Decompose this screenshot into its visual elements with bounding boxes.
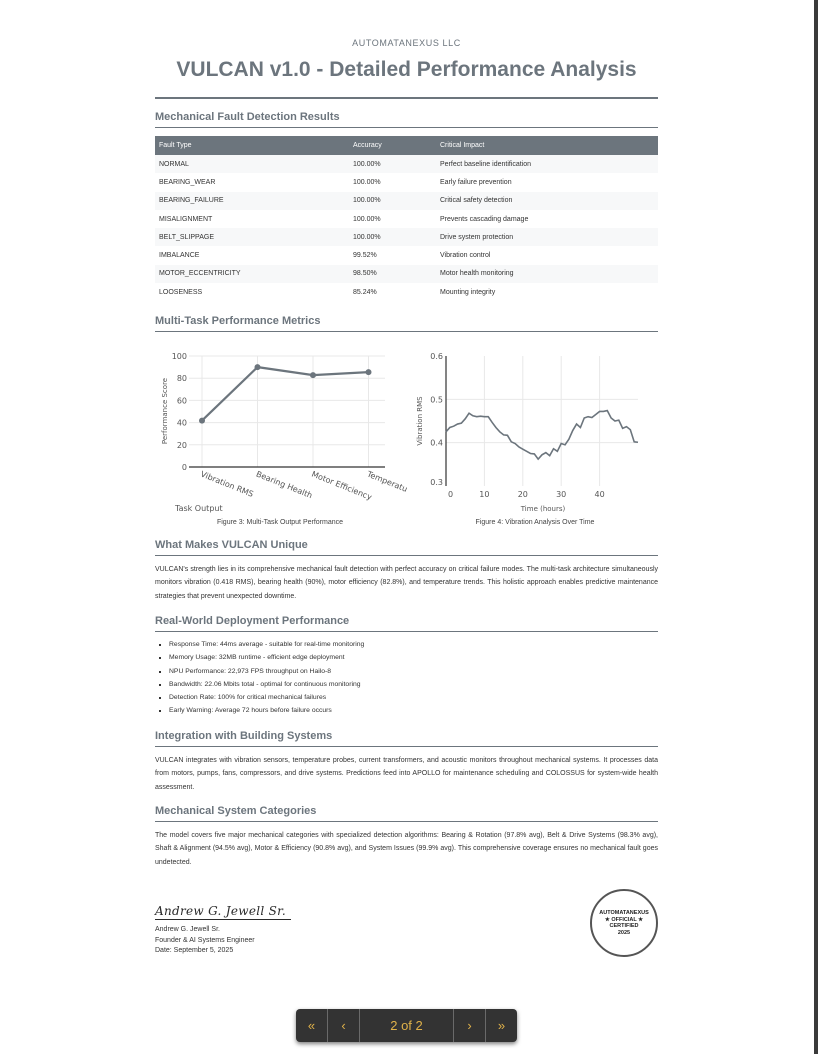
chevron-left-icon: ‹ [341, 1018, 346, 1033]
cell-accuracy: 100.00% [349, 192, 436, 210]
table-row [155, 246, 658, 264]
first-page-button[interactable] [296, 1009, 328, 1042]
cell-critical-impact: Mounting integrity [440, 288, 496, 296]
last-page-button[interactable] [486, 1009, 517, 1042]
company-name: AUTOMATANEXUS LLC [352, 38, 461, 48]
title-divider [155, 97, 658, 99]
table-row [155, 210, 658, 228]
cell-fault-type: IMBALANCE [159, 252, 200, 260]
x-axis-title: Task Output [175, 504, 223, 513]
cell-critical-impact: Perfect baseline identification [436, 155, 658, 173]
list-item: ▪ Detection Rate: 100% for critical mechanical failures [169, 691, 364, 704]
x-tick-label: Bearing Health [254, 469, 314, 501]
section-heading-unique: What Makes VULCAN Unique [155, 539, 658, 556]
cell-accuracy: 85.24% [353, 288, 377, 296]
cell-critical-impact: Drive system protection [436, 228, 658, 246]
cell-fault-type: BELT_SLIPPAGE [155, 228, 349, 246]
cell-critical-impact: Vibration control [440, 252, 491, 260]
table-row [155, 283, 658, 301]
cell-accuracy: 98.50% [349, 265, 436, 283]
y-tick-label: 20 [176, 440, 187, 450]
table-row [155, 155, 658, 173]
y-axis-title: Performance Score [161, 377, 169, 445]
handwritten-signature: Andrew G. Jewell Sr. [155, 904, 291, 920]
section-heading-deployment: Real-World Deployment Performance [155, 615, 658, 632]
chevron-right-icon: › [467, 1018, 472, 1033]
y-tick-label: 100 [171, 352, 187, 361]
cell-fault-type: LOOSENESS [159, 288, 203, 296]
figure-4-caption: Figure 4: Vibration Analysis Over Time [475, 519, 595, 526]
section-heading-fault-detection: Mechanical Fault Detection Results [155, 111, 658, 128]
table-header-row [155, 136, 658, 155]
data-point [310, 372, 316, 378]
column-header-accuracy: Accuracy [349, 136, 436, 155]
list-item: ▪ Bandwidth: 22.06 Mbits total - optimal for continuous monitoring [169, 678, 364, 691]
x-tick-label: Temperatu [365, 469, 409, 494]
y-tick-label: 0.4 [430, 438, 443, 448]
x-tick-label: 10 [479, 490, 490, 499]
cell-accuracy: 100.00% [349, 155, 436, 173]
cell-accuracy: 100.00% [349, 228, 436, 246]
unique-paragraph: VULCAN's strength lies in its comprehensive mechanical fault detection with perfect accuracy on critical failure modes. The multi-task architecture simultaneously monitors vibration (0.418 RMS), bearing health (90%), motor efficiency (82.8%), and temperature trends. This holistic approach enables predictive maintenance strategies that prevent unexpected downtime. [155, 566, 658, 600]
double-chevron-left-icon: « [307, 1018, 316, 1033]
y-tick-label: 0.3 [430, 478, 443, 487]
y-axis-title: Vibration RMS [416, 396, 424, 446]
previous-page-button[interactable] [328, 1009, 360, 1042]
series-line [446, 411, 638, 460]
table-row [155, 192, 658, 210]
page-navigation-bar [296, 1009, 517, 1042]
viewer-scrollbar-edge [814, 0, 818, 1054]
seal-line: ★ OFFICIAL ★ [604, 916, 644, 923]
x-tick-label: 0 [448, 490, 454, 499]
cell-fault-type: BEARING_WEAR [159, 178, 216, 186]
signature-date: Date: September 5, 2025 [155, 947, 234, 954]
cell-fault-type: MOTOR_ECCENTRICITY [155, 265, 349, 283]
x-tick-label: 20 [517, 490, 528, 499]
column-header-critical-impact: Critical Impact [436, 136, 658, 155]
cell-critical-impact: Early failure prevention [440, 178, 512, 186]
x-tick-label: 40 [594, 490, 605, 499]
cell-critical-impact: Critical safety detection [436, 192, 658, 210]
x-tick-label: 30 [556, 490, 567, 499]
y-tick-label: 80 [176, 374, 187, 384]
signer-role: Founder & AI Systems Engineer [155, 937, 255, 944]
figure-3-caption: Figure 3: Multi-Task Output Performance [216, 519, 344, 526]
multi-task-performance-chart [155, 345, 410, 517]
integration-paragraph: VULCAN integrates with vibration sensors, temperature probes, current transformers, and acoustic monitors throughout mechanical systems. It processes data from motors, pumps, fans, compressors, and drive systems. Predictions feed into APOLLO for maintenance scheduling and COLOSSUS for system-wide health assessment. [155, 757, 658, 791]
column-header-fault-type: Fault Type [155, 136, 349, 155]
data-point [255, 364, 261, 370]
y-tick-label: 0 [181, 463, 187, 472]
data-point [366, 369, 372, 375]
cell-fault-type: NORMAL [155, 155, 349, 173]
x-tick-label: Motor Efficiency [310, 469, 374, 502]
official-seal [590, 889, 658, 957]
table-row [155, 265, 658, 283]
x-tick-label: Vibration RMS [199, 469, 255, 499]
double-chevron-right-icon: » [497, 1018, 506, 1033]
cell-critical-impact: Prevents cascading damage [440, 215, 529, 223]
cell-fault-type: MISALIGNMENT [159, 215, 213, 223]
cell-accuracy: 100.00% [353, 215, 381, 223]
seal-line: CERTIFIED [609, 923, 639, 929]
y-tick-label: 0.5 [430, 395, 443, 405]
deployment-list [155, 638, 364, 718]
list-item: ▪ Early Warning: Average 72 hours before failure occurs [169, 704, 364, 717]
y-tick-label: 60 [176, 396, 187, 406]
data-point [199, 418, 205, 424]
list-item: ▪ NPU Performance: 22,973 FPS throughput on Hailo-8 [169, 665, 364, 678]
section-heading-integration: Integration with Building Systems [155, 730, 658, 747]
list-item: ▪ Memory Usage: 32MB runtime - efficient edge deployment [169, 651, 364, 664]
table-row [155, 228, 658, 246]
series-line [202, 367, 369, 421]
table-row [155, 173, 658, 191]
vibration-over-time-chart [410, 345, 660, 515]
page-indicator: 2 of 2 [360, 1009, 454, 1042]
seal-line: AUTOMATANEXUS [599, 910, 649, 916]
cell-accuracy: 100.00% [353, 178, 381, 186]
cell-fault-type: BEARING_FAILURE [155, 192, 349, 210]
section-heading-categories: Mechanical System Categories [155, 805, 658, 822]
section-heading-metrics: Multi-Task Performance Metrics [155, 315, 658, 332]
y-tick-label: 0.6 [430, 352, 443, 361]
signer-name: Andrew G. Jewell Sr. [155, 926, 220, 933]
next-page-button[interactable] [454, 1009, 486, 1042]
page-title: VULCAN v1.0 - Detailed Performance Analysis [176, 58, 637, 81]
y-tick-label: 40 [176, 418, 187, 428]
x-axis-title: Time (hours) [520, 505, 566, 513]
seal-line: 2025 [617, 929, 631, 936]
cell-accuracy: 99.52% [353, 252, 377, 260]
fault-results-table [155, 136, 658, 301]
cell-critical-impact: Motor health monitoring [436, 265, 658, 283]
categories-paragraph: The model covers five major mechanical categories with specialized detection algorithms: Bearing & Rotation (97.8% avg), Belt & Drive Systems (98.3% avg), Shaft & Alignment (94.5% avg), Motor & Efficiency (90.8% avg), and System Issues (99.9% avg). This comprehensive coverage ensures no mechanical fault goes undetected. [155, 832, 658, 866]
list-item: ▪ Response Time: 44ms average - suitable for real-time monitoring [169, 638, 364, 651]
